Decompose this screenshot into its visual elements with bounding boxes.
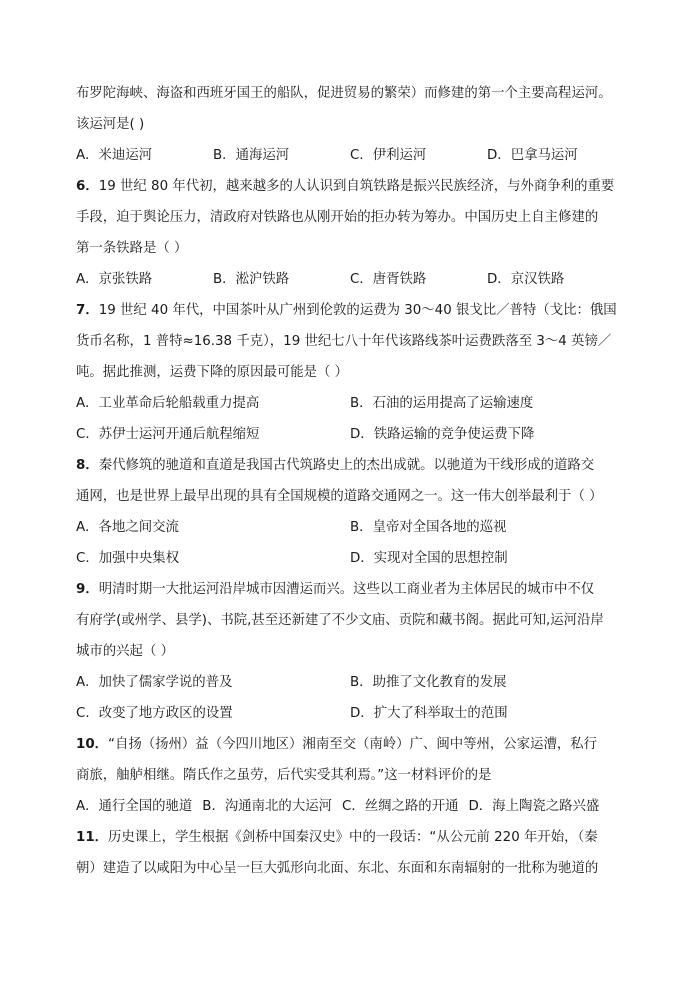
question-6-options (76, 264, 624, 295)
option-a: A．京张铁路 (76, 272, 153, 287)
question-8-options (76, 543, 624, 574)
question-number: 9． (76, 582, 99, 597)
option-c: C．加强中央集权 (76, 551, 180, 566)
question-text: “自扬（扬州）益（今四川地区）湘南至交（南岭）广、闽中等州，公家运漕，私行 (108, 737, 598, 752)
option-b: B．助推了文化教育的发展 (350, 675, 507, 690)
option-b: B．石油的运用提高了运输速度 (350, 396, 534, 411)
question-number: 10． (76, 737, 109, 752)
question-6-line (76, 171, 624, 202)
question-5-options (76, 140, 624, 171)
exam-page (76, 78, 624, 884)
question-6-line: 手段，迫于舆论压力，清政府对铁路也从刚开始的拒办转为筹办。中国历史上自主修建的 (76, 210, 599, 225)
question-number: 6． (76, 179, 99, 194)
question-11-line (76, 822, 624, 853)
question-9-options (76, 667, 624, 698)
question-text: 19 世纪 40 年代，中国茶叶从广州到伦敦的运费为 30～40 银戈比／普特（戈比：俄国 (98, 303, 617, 318)
question-9-options (76, 698, 624, 729)
option-c: C．苏伊士运河开通后航程缩短 (76, 427, 260, 442)
question-text: 秦代修筑的驰道和直道是我国古代筑路史上的杰出成就。以驰道为干线形成的道路交 (98, 458, 595, 473)
question-10-line: 商旅，舳舻相继。隋氏作之虽劳，后代实受其利焉。”这一材料评价的是 (76, 768, 492, 783)
question-7-options (76, 388, 624, 419)
option-a: A．加快了儒家学说的普及 (76, 675, 233, 690)
option-d: D．巴拿马运河 (487, 148, 578, 163)
question-9-line (76, 574, 624, 605)
question-text: 明清时期一大批运河沿岸城市因漕运而兴。这些以工商业者为主体居民的城市中不仅 (98, 582, 595, 597)
option-a: A．工业革命后轮船载重力提高 (76, 396, 260, 411)
question-10-line (76, 729, 624, 760)
option-d: D．铁路运输的竞争使运费下降 (350, 427, 535, 442)
option-b: B．通海运河 (213, 148, 290, 163)
question-7-line (76, 295, 624, 326)
option-d: D．海上陶瓷之路兴盛 (468, 799, 600, 814)
question-text: 19 世纪 80 年代初，越来越多的人认识到自筑铁路是振兴民族经济，与外商争利的重要 (98, 179, 615, 194)
question-6-line: 第一条铁路是（ ） (76, 241, 188, 256)
question-number: 11． (76, 830, 109, 845)
option-c: C．唐胥铁路 (350, 272, 427, 287)
question-5-line: 该运河是( ) (76, 117, 145, 132)
question-text: 历史课上，学生根据《剑桥中国秦汉史》中的一段话：“从公元前 220 年开始，（秦 (108, 830, 598, 845)
question-9-line: 城市的兴起（ ） (76, 644, 174, 659)
question-9-line: 有府学(或州学、县学)、书院,甚至还新建了不少文庙、贡院和藏书阁。据此可知,运河沿岸 (76, 613, 604, 628)
option-c: C．伊利运河 (350, 148, 427, 163)
question-number: 8． (76, 458, 99, 473)
option-b: B．皇帝对全国各地的巡视 (350, 520, 507, 535)
option-d: D．京汉铁路 (487, 272, 565, 287)
option-b: B．淞沪铁路 (213, 272, 290, 287)
question-5-line: 布罗陀海峡、海盗和西班牙国王的船队，促进贸易的繁荣）而修建的第一个主要高程运河。 (76, 86, 612, 101)
question-7-options (76, 419, 624, 450)
question-7-line: 货币名称，1 普特≈16.38 千克），19 世纪七八十年代该路线茶叶运费跌落至 3～4 英镑／ (76, 334, 612, 349)
question-11-line: 朝）建造了以咸阳为中心呈一巨大弧形向北面、东北、东面和东南辐射的一批称为驰道的 (76, 861, 599, 876)
question-8-line (76, 450, 624, 481)
option-a: A．通行全国的驰道 (76, 799, 193, 814)
option-c: C．丝绸之路的开通 (342, 799, 459, 814)
question-8-options (76, 512, 624, 543)
question-number: 7． (76, 303, 99, 318)
option-d: D．扩大了科举取士的范围 (350, 706, 508, 721)
option-a: A．各地之间交流 (76, 520, 179, 535)
question-10-options (76, 791, 624, 822)
question-7-line: 吨。据此推测，运费下降的原因最可能是（ ） (76, 365, 349, 380)
option-d: D．实现对全国的思想控制 (350, 551, 508, 566)
option-a: A．米迪运河 (76, 148, 153, 163)
option-c: C．改变了地方政区的设置 (76, 706, 233, 721)
option-b: B．沟通南北的大运河 (202, 799, 332, 814)
question-8-line: 通网，也是世界上最早出现的具有全国规模的道路交通网之一。这一伟大创举最利于（ ） (76, 489, 603, 504)
